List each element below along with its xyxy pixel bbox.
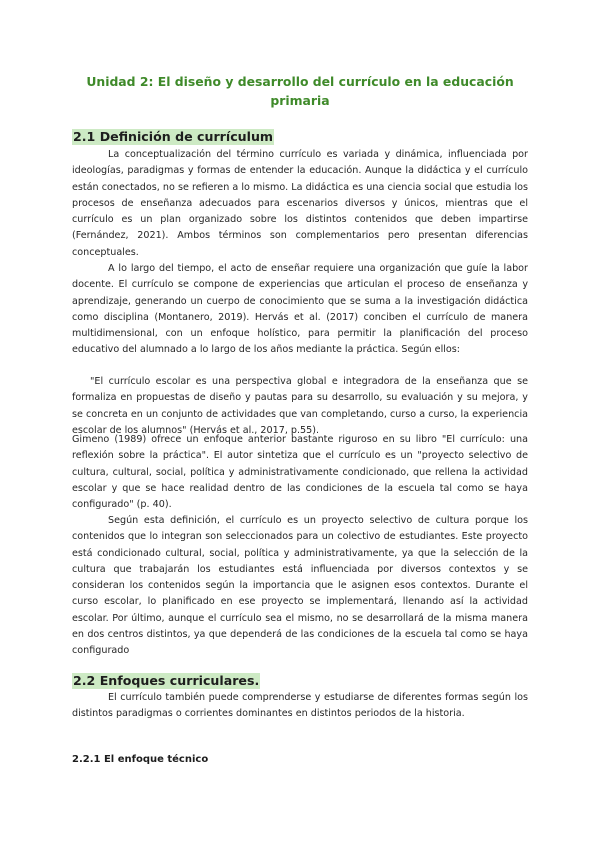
paragraph-definition-analysis: Según esta definición, el currículo es un proyecto selectivo de cultura porque los contenidos que lo integran son seleccionados para un colectivo de estudiantes. Este proyecto está condicionado cultural, social, política y administrativamente, ya que la selección de la cultura que trabajarán los estudiantes está influenciada por diversos contextos y se consideran los contenidos según la importancia que le asignen esos contextos. Durante el curso escolar, lo planificado en ese proyecto se implementará, llenando así la actividad escolar. Por último, aunque el currículo sea el mismo, no se desarrollará de la misma manera en dos centros distintos, ya que dependerá de las condiciones de la escuela tal como se haya configurado: [72, 515, 528, 657]
subsection-heading-technical: 2.2.1 El enfoque técnico: [72, 754, 209, 765]
block-quote-hervas: "El currículo escolar es una perspectiva global e integradora de la enseñanza que se formaliza en propuestas de diseño y pautas para su desarrollo, su evaluación y su mejora, y se concreta en un conjunto de actividades que van completando, curso a curso, la experiencia escolar de los alumnos" (Hervás et al., 2017, p.55).: [72, 376, 528, 436]
paragraph-teaching-organization: A lo largo del tiempo, el acto de enseñar requiere una organización que guíe la labor docente. El currículo se compone de experiencias que articulan el proceso de enseñanza y aprendizaje, generando un cuerpo de conocimiento que se suma a la investigación didáctica como disciplina (Montanero, 2019). Hervás et al. (2017) conciben el currículo de manera multidimensional, con un enfoque holístico, para permitir la planificación del proceso educativo del alumnado a lo largo de los años mediante la práctica. Según ellos:: [72, 263, 528, 356]
paragraph-curriculum-concept: La conceptualización del término currículo es variada y dinámica, influenciada por ideologías, paradigmas y formas de entender la educación. Aunque la didáctica y el currículo están conectados, no se refieren a lo mismo. La didáctica es una ciencia social que estudia los procesos de enseñanza adecuados para escenarios diversos y únicos, mientras que el currículo es un plan organizado sobre los distintos contenidos que deben impartirse (Fernández, 2021). Ambos términos son complementarios pero presentan diferencias conceptuales.: [72, 149, 528, 258]
paragraph-approaches-intro: El currículo también puede comprenderse y estudiarse de diferentes formas según los distintos paradigmas o corrientes dominantes en distintos periodos de la historia.: [72, 692, 528, 720]
section-heading-definition: 2.1 Definición de currículum: [73, 129, 274, 144]
section-heading-approaches: 2.2 Enfoques curriculares.: [73, 673, 260, 688]
unit-title: Unidad 2: El diseño y desarrollo del currículo en la educación primaria: [86, 74, 514, 108]
paragraph-gimeno: Gimeno (1989) ofrece un enfoque anterior bastante riguroso en su libro "El currículo: una reflexión sobre la práctica". El autor sintetiza que el currículo es un "proyecto selectivo de cultura, cultural, social, política y administrativamente condicionado, que rellena la actividad escolar y que se hace realidad dentro de las condiciones de la escuela tal como se haya configurado" (p. 40).: [72, 434, 528, 511]
